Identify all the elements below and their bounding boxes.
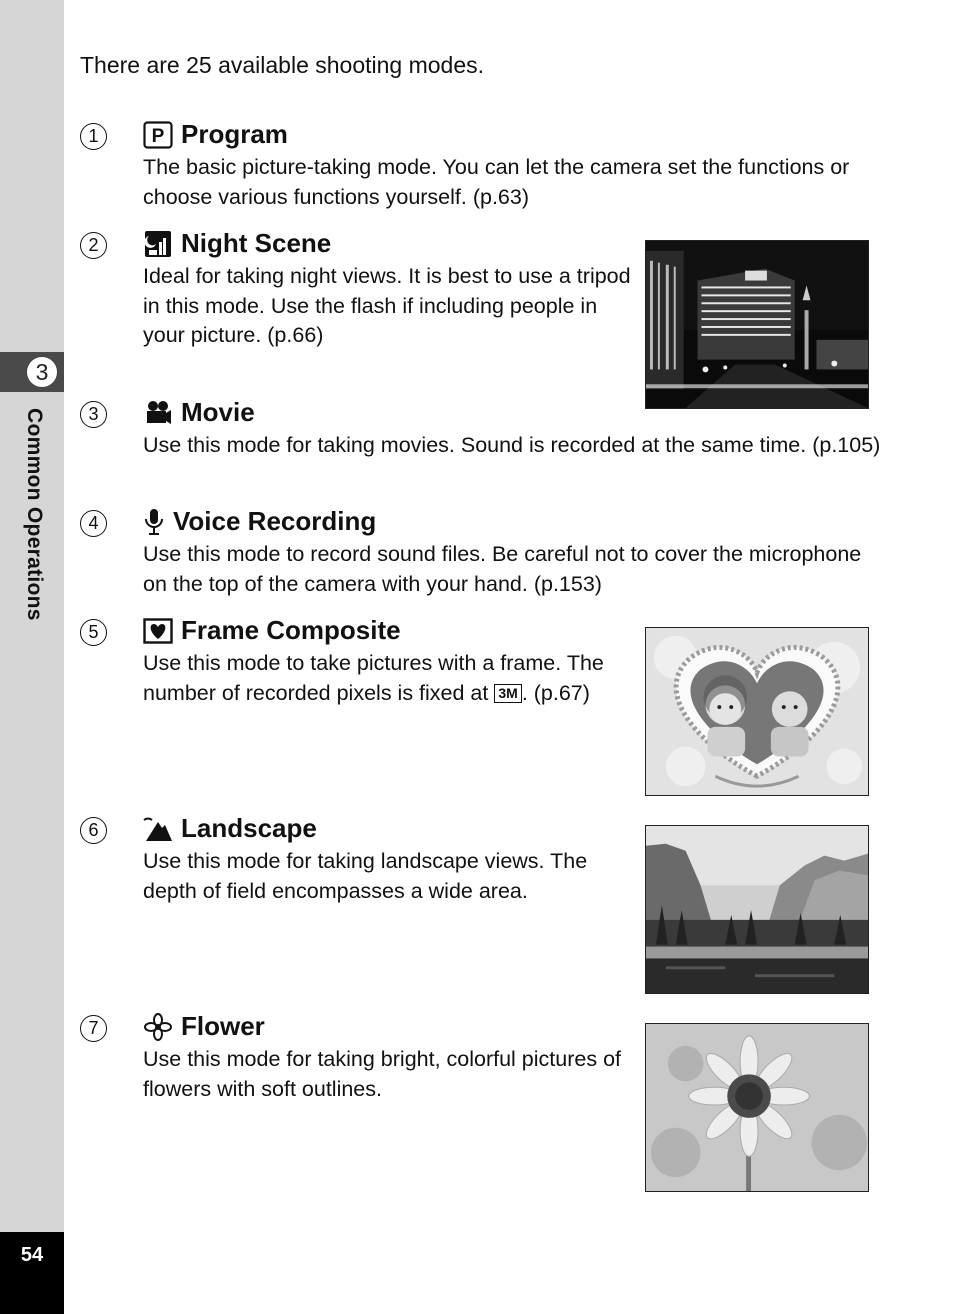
description-text: Use this mode to take pictures with a frame. The number of recorded pixels is fixed at (143, 651, 604, 705)
item-title: Flower (181, 1011, 265, 1041)
item-description: Ideal for taking night views. It is best to use a tripod in this mode. Use the flash if including people in your picture. (p.66) (143, 264, 631, 347)
mountain-landscape-icon (143, 814, 173, 844)
chapter-title: Common Operations (23, 408, 46, 621)
item-title: Movie (181, 397, 255, 427)
item-title: Landscape (181, 813, 317, 843)
item-description (143, 649, 633, 708)
item-number: 6 (80, 817, 107, 844)
page-number: 54 (20, 1244, 44, 1266)
item-number: 1 (80, 123, 107, 150)
item-title: Frame Composite (181, 615, 401, 645)
item-number: 4 (80, 510, 107, 537)
svg-text:P: P (151, 125, 165, 147)
flower-icon (143, 1012, 173, 1042)
intro-text: There are 25 available shooting modes. (80, 52, 485, 78)
landscape-photo (645, 825, 869, 994)
item-number: 2 (80, 232, 107, 259)
item-description: Use this mode for taking landscape views. The depth of field encompasses a wide area. (143, 849, 588, 903)
item-description: Use this mode for taking movies. Sound is recorded at the same time. (p.105) (143, 433, 881, 457)
microphone-icon (143, 507, 165, 537)
description-text-end: . (p.67) (521, 680, 590, 705)
item-title: Voice Recording (173, 506, 377, 536)
night-scene-icon (143, 229, 173, 259)
pixel-size-3m-icon: 3M (494, 684, 521, 703)
flower-photo (645, 1023, 869, 1192)
item-title: Night Scene (181, 228, 332, 258)
chapter-sidebar (0, 0, 64, 1314)
item-description: The basic picture-taking mode. You can let the camera set the functions or choose various functions yourself. (p.63) (143, 155, 850, 209)
chapter-number: 3 (26, 356, 58, 388)
program-mode-icon (143, 120, 173, 150)
item-number: 5 (80, 619, 107, 646)
frame-composite-photo (645, 627, 869, 796)
night-scene-photo (645, 240, 869, 409)
item-description: Use this mode to record sound files. Be careful not to cover the microphone on the top of the camera with your hand. (p.153) (143, 542, 862, 596)
movie-camera-icon (143, 398, 173, 428)
heart-frame-icon (143, 616, 173, 646)
item-description: Use this mode for taking bright, colorful pictures of flowers with soft outlines. (143, 1047, 621, 1101)
item-title: Program (181, 119, 288, 149)
item-number: 3 (80, 401, 107, 428)
item-number: 7 (80, 1015, 107, 1042)
